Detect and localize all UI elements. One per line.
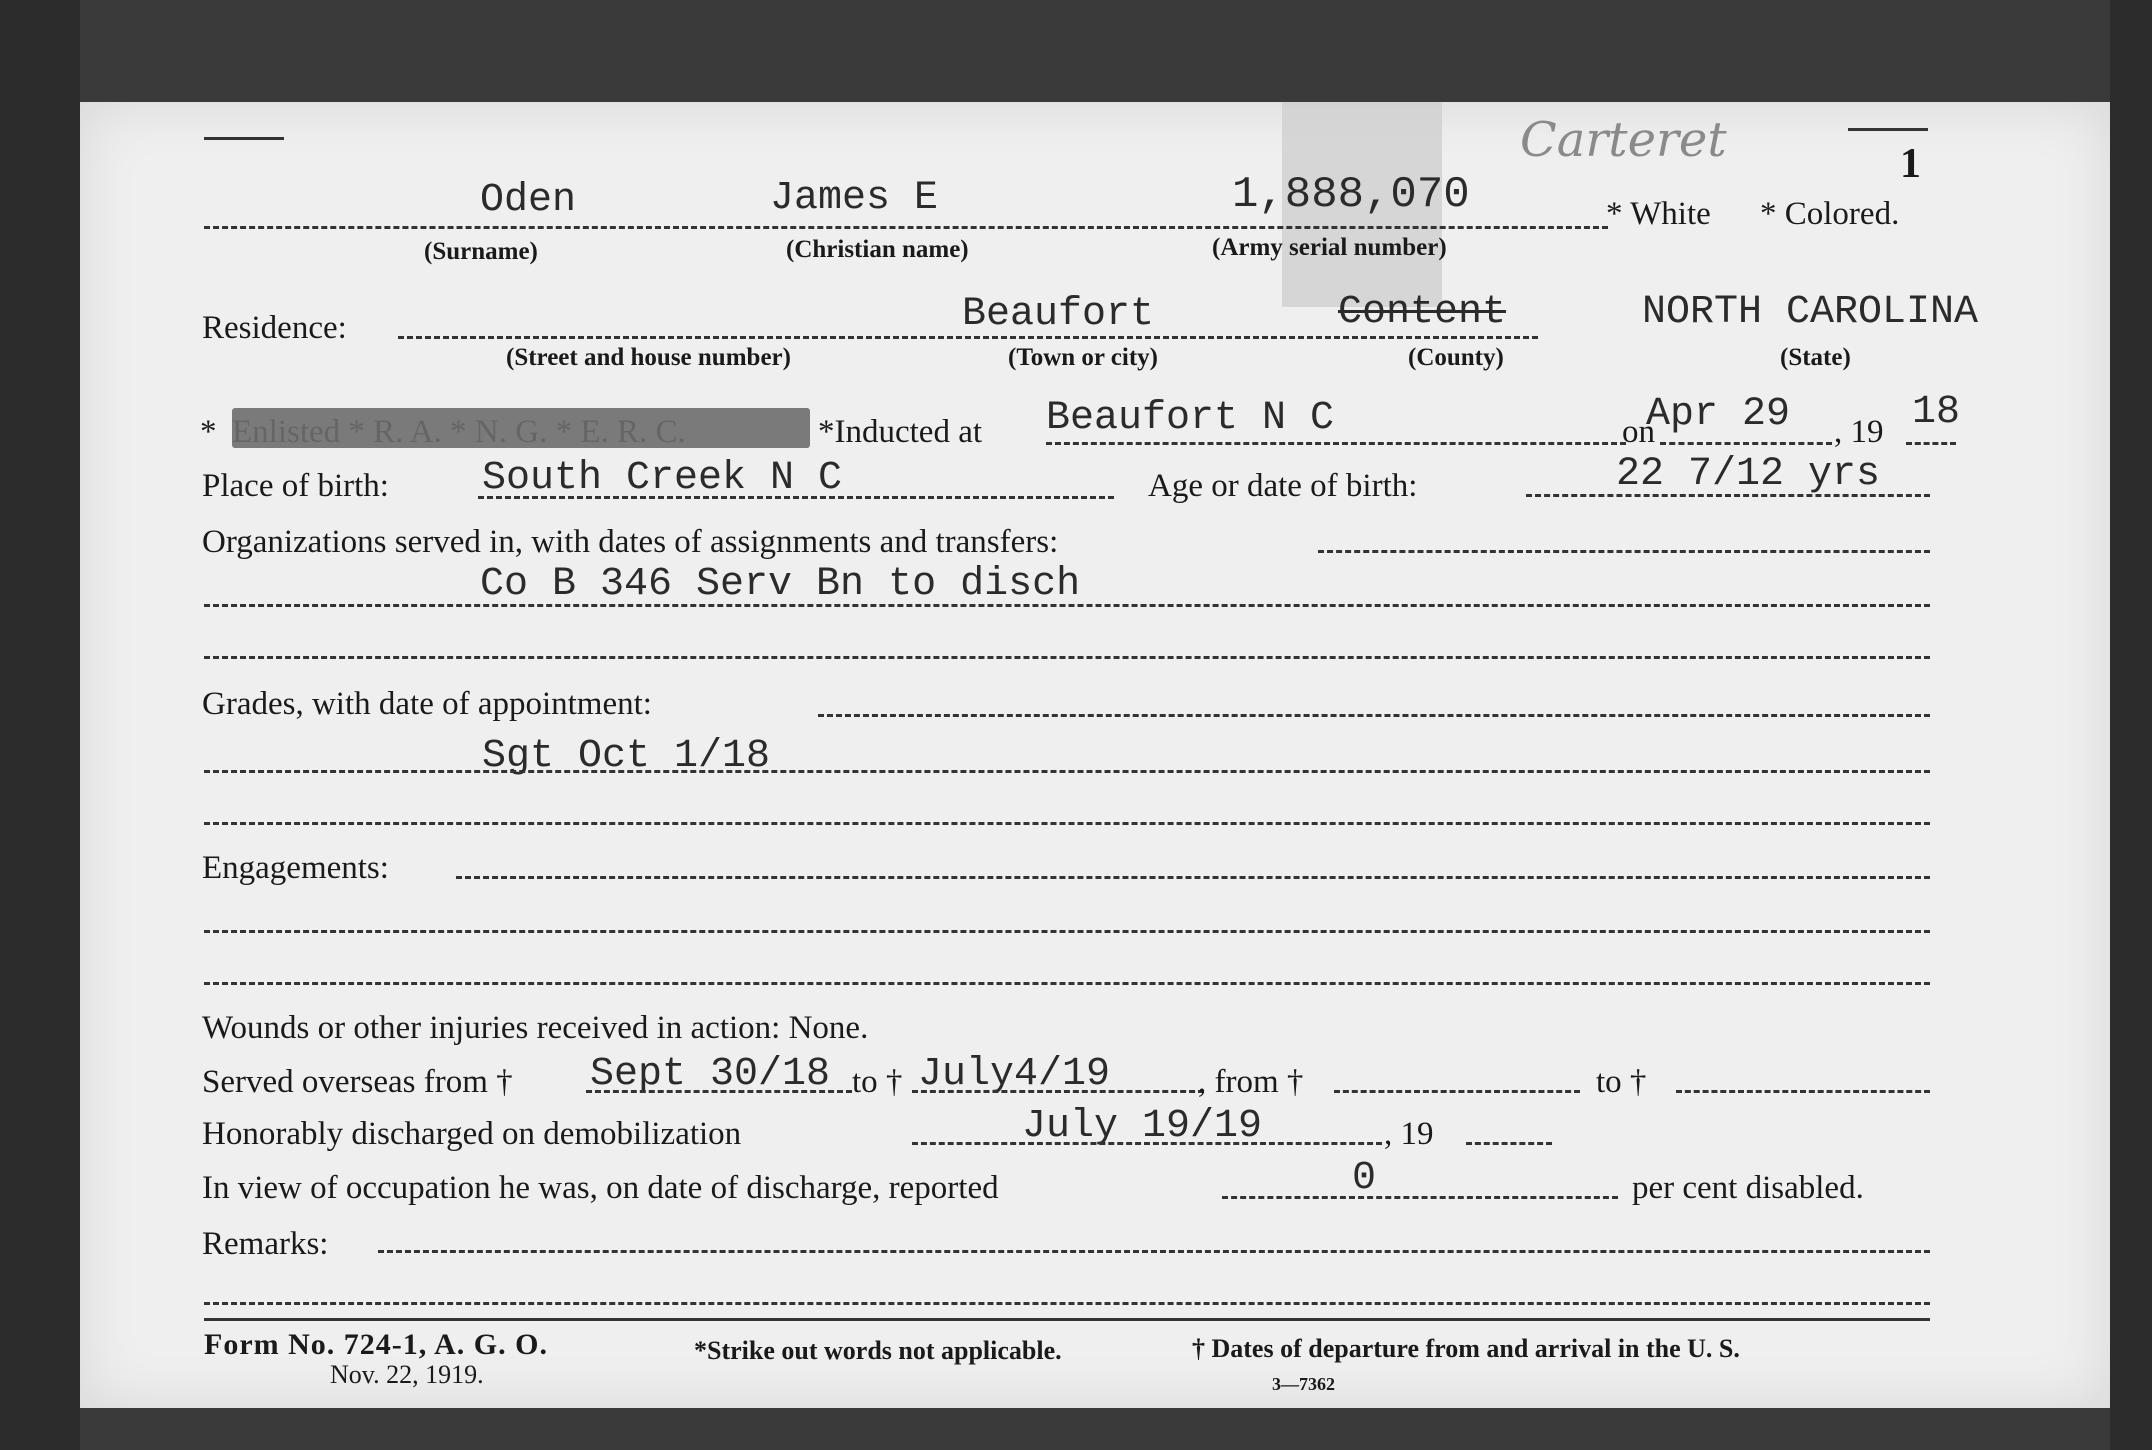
wounds-label: Wounds or other injuries received in action: None.	[202, 1010, 869, 1046]
name-line	[204, 226, 1608, 229]
inducted-line	[1046, 442, 1626, 445]
town-value: Beaufort	[962, 292, 1155, 337]
organizations-line-2	[204, 604, 1930, 607]
state-caption: (State)	[1780, 344, 1851, 371]
right-scan-border	[2110, 0, 2152, 1450]
christian-caption: (Christian name)	[786, 236, 969, 263]
footnote-dates: † Dates of departure from and arrival in the U. S.	[1192, 1334, 1740, 1363]
engagements-label: Engagements:	[202, 850, 389, 886]
residence-label: Residence:	[202, 310, 347, 346]
serial-number-value: 1,888,070	[1232, 170, 1470, 220]
grades-label: Grades, with date of appointment:	[202, 686, 652, 722]
remarks-line-1	[378, 1250, 1930, 1253]
birthplace-line	[478, 496, 1114, 499]
organizations-label: Organizations served in, with dates of assignments and transfers:	[202, 524, 1059, 560]
induction-date-line	[1660, 442, 1832, 445]
discharge-year-label: , 19	[1384, 1116, 1434, 1152]
grades-line-2	[204, 770, 1930, 773]
from2-line	[1334, 1090, 1580, 1093]
grades-line-1	[818, 714, 1930, 717]
overseas-from-line	[586, 1090, 852, 1093]
top-left-rule	[204, 137, 284, 140]
footer-rule	[204, 1318, 1930, 1321]
age-line	[1526, 494, 1930, 497]
discharge-label: Honorably discharged on demobilization	[202, 1116, 742, 1152]
discharge-year-line	[1466, 1142, 1552, 1145]
induction-date-value: Apr 29	[1646, 392, 1791, 437]
engagements-line-2	[204, 930, 1930, 933]
age-label: Age or date of birth:	[1148, 468, 1418, 504]
age-value: 22 7/12 yrs	[1616, 452, 1881, 497]
discharge-date-value: July 19/19	[1022, 1104, 1263, 1149]
organizations-value: Co B 346 Serv Bn to disch	[480, 562, 1081, 607]
on-label: on	[1622, 414, 1655, 450]
race-colored: * Colored.	[1760, 196, 1900, 232]
birthplace-label: Place of birth:	[202, 468, 389, 504]
top-right-rule	[1848, 128, 1928, 131]
county-caption: (County)	[1408, 344, 1504, 371]
card-number: 1	[1900, 141, 1921, 187]
remarks-label: Remarks:	[202, 1226, 329, 1262]
county-value: Content	[1338, 290, 1507, 335]
year-line	[1906, 442, 1956, 445]
remarks-line-2	[204, 1302, 1930, 1305]
grades-line-3	[204, 822, 1930, 825]
overseas-to-value: July4/19	[918, 1052, 1111, 1097]
overseas-label: Served overseas from †	[202, 1064, 513, 1100]
form-number: Form No. 724-1, A. G. O.	[204, 1328, 548, 1361]
footnote-strike: *Strike out words not applicable.	[694, 1336, 1062, 1365]
to2-label: to †	[1596, 1064, 1647, 1100]
induction-year-value: 18	[1912, 390, 1961, 435]
overseas-from-value: Sept 30/18	[590, 1052, 831, 1097]
print-code: 3—7362	[1272, 1374, 1335, 1394]
county-handwritten: Carteret	[1520, 112, 1727, 168]
birthplace-value: South Creek N C	[482, 456, 843, 501]
engagements-line-1	[456, 876, 1930, 879]
overseas-to-line	[912, 1090, 1204, 1093]
enlisted-prefix: *	[200, 414, 217, 450]
street-caption: (Street and house number)	[506, 344, 791, 371]
disability-line	[1222, 1196, 1618, 1199]
disability-label: In view of occupation he was, on date of discharge, reported	[202, 1170, 999, 1206]
organizations-line-1	[1318, 550, 1930, 553]
left-scan-border	[0, 0, 80, 1450]
discharge-line	[912, 1142, 1382, 1145]
serial-caption: (Army serial number)	[1212, 234, 1447, 261]
form-date: Nov. 22, 1919.	[330, 1360, 484, 1389]
surname-caption: (Surname)	[424, 238, 538, 265]
inducted-label: *Inducted at	[818, 414, 983, 450]
from2-label: , from †	[1198, 1064, 1304, 1100]
organizations-line-3	[204, 656, 1930, 659]
grades-value: Sgt Oct 1/18	[482, 734, 771, 779]
disability-value: 0	[1352, 1156, 1377, 1201]
to2-line	[1676, 1090, 1930, 1093]
disability-suffix: per cent disabled.	[1632, 1170, 1864, 1206]
christian-name-value: James E	[770, 176, 939, 221]
inducted-place-value: Beaufort N C	[1046, 396, 1335, 441]
year-prefix: , 19	[1834, 414, 1884, 450]
race-white: * White	[1606, 196, 1711, 232]
surname-value: Oden	[480, 178, 577, 223]
state-value: NORTH CAROLINA	[1642, 290, 1979, 335]
town-caption: (Town or city)	[1008, 344, 1158, 371]
overseas-to-label: to †	[852, 1064, 903, 1100]
engagements-line-3	[204, 982, 1930, 985]
enlisted-redaction	[232, 408, 810, 448]
